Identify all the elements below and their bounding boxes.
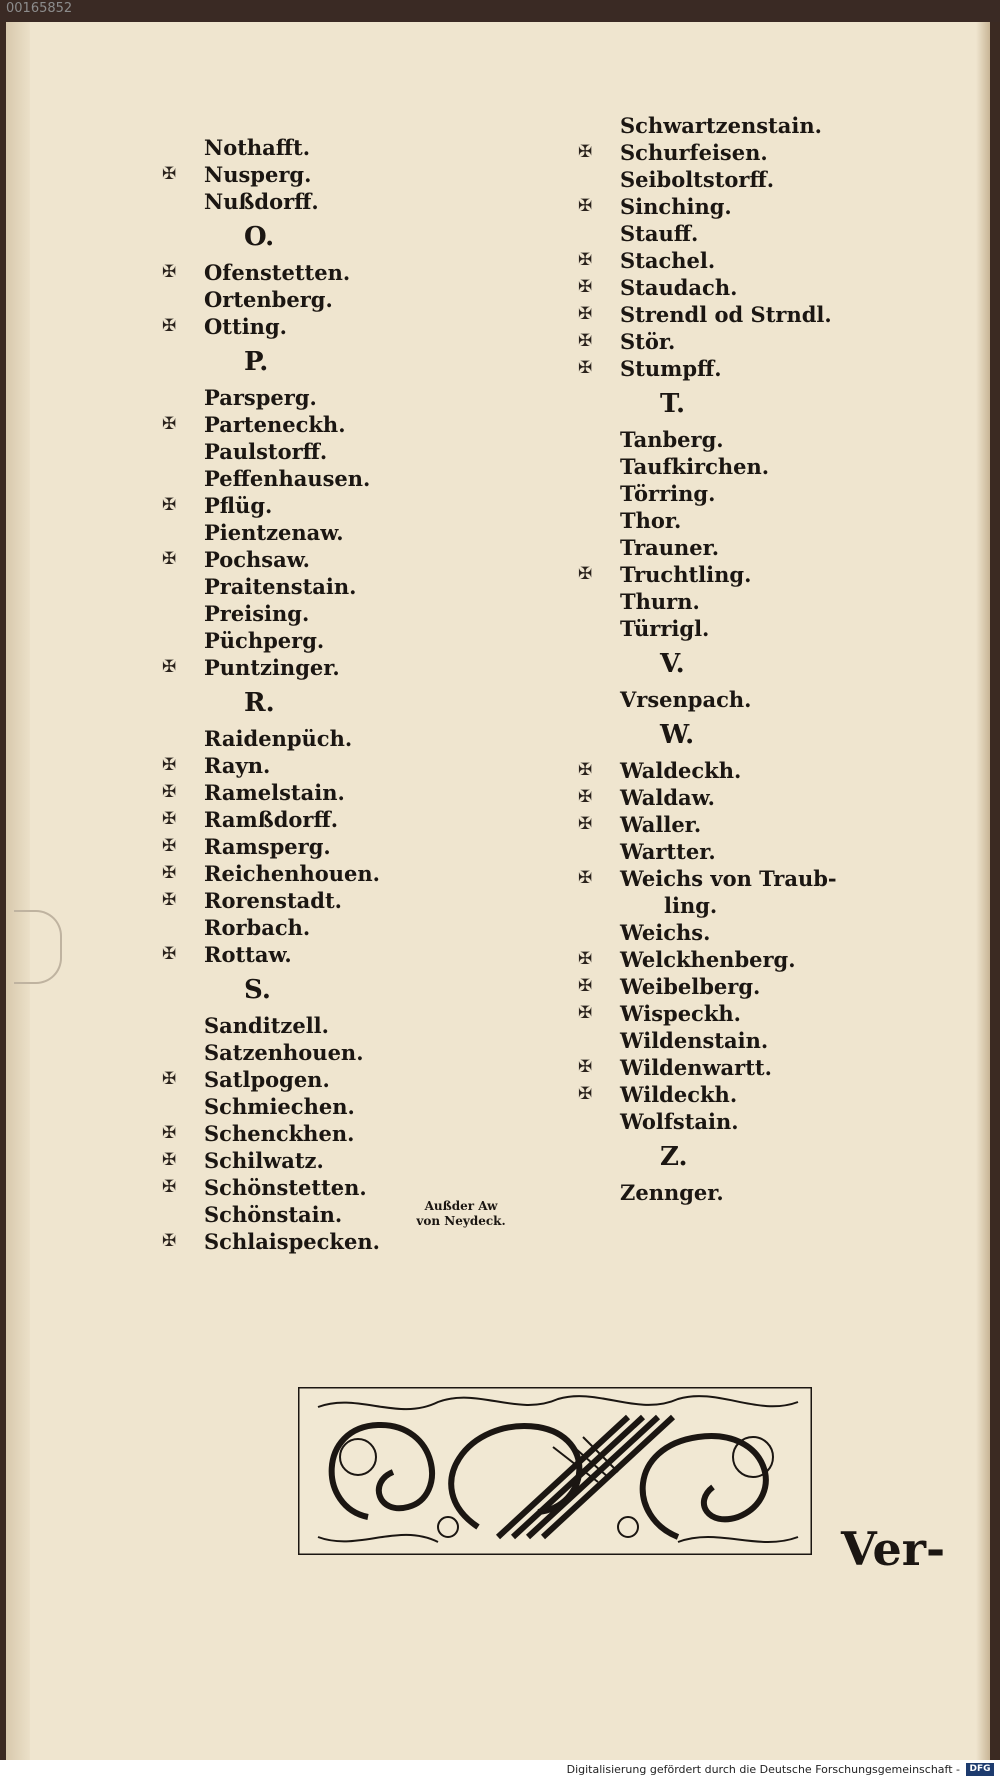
- cross-mark-icon: ✠: [162, 164, 177, 184]
- right-name-text: Waldaw.: [620, 785, 715, 810]
- left-name-text: Schönstain.: [204, 1202, 343, 1227]
- right-name-text: Stachel.: [620, 248, 716, 273]
- right-name-entry: [578, 946, 837, 973]
- right-name-entry: [620, 426, 837, 453]
- right-name-text: Stör.: [620, 329, 676, 354]
- cross-mark-icon: ✠: [162, 890, 177, 910]
- left-name-text: Rorbach.: [204, 915, 311, 940]
- left-name-text: Rayn.: [204, 753, 271, 778]
- right-name-entry: [578, 139, 837, 166]
- right-name-text: Trauner.: [620, 535, 720, 560]
- left-name-entry: [204, 1201, 380, 1228]
- left-name-entry: [162, 779, 380, 806]
- scan-top-strip: [0, 0, 1000, 22]
- right-name-text: Waller.: [620, 812, 702, 837]
- left-name-text: Schlaispecken.: [204, 1229, 380, 1254]
- right-name-text: Stumpff.: [620, 356, 722, 381]
- right-section-letter: W.: [660, 720, 695, 750]
- left-name-text: Nußdorff.: [204, 189, 319, 214]
- left-name-text: Pientzenaw.: [204, 520, 344, 545]
- right-name-text: Türrigl.: [620, 616, 710, 641]
- left-name-text: Otting.: [204, 314, 287, 339]
- cross-mark-icon: ✠: [162, 836, 177, 856]
- right-name-entry: [620, 615, 837, 642]
- left-name-text: Schmiechen.: [204, 1094, 355, 1119]
- right-name-text: Vrsenpach.: [620, 687, 752, 712]
- cross-mark-icon: ✠: [162, 657, 177, 677]
- left-name-text: Schenckhen.: [204, 1121, 355, 1146]
- cross-mark-icon: ✠: [578, 564, 593, 584]
- left-name-entry: [162, 752, 380, 779]
- book-page: [6, 22, 990, 1760]
- catchword: Ver-: [841, 1522, 946, 1576]
- right-name-text: Wildenstain.: [620, 1028, 769, 1053]
- left-name-entry: [162, 654, 380, 681]
- right-name-entry: [578, 328, 837, 355]
- left-section-letter: S.: [244, 975, 271, 1005]
- left-name-entry: [204, 1039, 380, 1066]
- left-name-text: Parsperg.: [204, 385, 317, 410]
- cross-mark-icon: ✠: [578, 358, 593, 378]
- right-name-entry: [620, 588, 837, 615]
- left-name-entry: [204, 1012, 380, 1039]
- cross-mark-icon: ✠: [162, 1177, 177, 1197]
- cross-mark-icon: ✠: [578, 142, 593, 162]
- left-name-text: Paulstorff.: [204, 439, 328, 464]
- cross-mark-icon: ✠: [162, 1069, 177, 1089]
- right-name-entry: [578, 193, 837, 220]
- left-name-text: Sanditzell.: [204, 1013, 329, 1038]
- cross-mark-icon: ✠: [162, 495, 177, 515]
- cross-mark-icon: ✠: [578, 760, 593, 780]
- right-name-text: Taufkirchen.: [620, 454, 770, 479]
- left-name-entry: [162, 259, 380, 286]
- left-name-entry: [204, 627, 380, 654]
- left-name-entry: [204, 438, 380, 465]
- left-name-entry: [162, 1174, 380, 1201]
- left-name-entry: [162, 492, 380, 519]
- left-name-text: Schönstetten.: [204, 1175, 367, 1200]
- left-name-entry: [162, 941, 380, 968]
- left-name-entry: [204, 600, 380, 627]
- left-name-text: Ortenberg.: [204, 287, 333, 312]
- right-name-entry: [578, 757, 837, 784]
- right-name-text: Seiboltstorff.: [620, 167, 775, 192]
- left-name-entry: [204, 1093, 380, 1120]
- cross-mark-icon: ✠: [162, 549, 177, 569]
- page-clip-mark: [14, 910, 62, 984]
- left-name-entry: [204, 384, 380, 411]
- right-name-text: Wildenwartt.: [620, 1055, 772, 1080]
- left-name-entry: [162, 1066, 380, 1093]
- left-name-entry: [162, 1147, 380, 1174]
- right-name-text: Wolfstain.: [620, 1109, 739, 1134]
- cross-mark-icon: ✠: [578, 304, 593, 324]
- right-name-entry: [578, 1054, 837, 1081]
- right-name-text: Törring.: [620, 481, 716, 506]
- cross-mark-icon: ✠: [162, 1123, 177, 1143]
- right-name-text: ling.: [664, 893, 718, 918]
- ornament-tailpiece: [298, 1387, 812, 1555]
- left-name-entry: [162, 887, 380, 914]
- right-name-entry: [620, 1108, 837, 1135]
- cross-mark-icon: ✠: [578, 814, 593, 834]
- left-name-entry: [204, 725, 380, 752]
- right-section-letter: T.: [660, 389, 686, 419]
- footer-bar: [0, 1760, 1000, 1780]
- cross-mark-icon: ✠: [578, 1057, 593, 1077]
- left-name-text: Pochsaw.: [204, 547, 310, 572]
- margin-note: [406, 1199, 516, 1229]
- cross-mark-icon: ✠: [162, 262, 177, 282]
- left-name-entry: [162, 860, 380, 887]
- left-name-entry: [204, 519, 380, 546]
- cross-mark-icon: ✠: [162, 809, 177, 829]
- left-name-entry: [204, 914, 380, 941]
- cross-mark-icon: ✠: [162, 863, 177, 883]
- right-column-list: [578, 112, 837, 1206]
- left-name-entry: [162, 806, 380, 833]
- left-name-text: Praitenstain.: [204, 574, 357, 599]
- page-gutter-shadow: [6, 22, 30, 1760]
- left-name-text: Nusperg.: [204, 162, 312, 187]
- cross-mark-icon: ✠: [162, 755, 177, 775]
- right-name-text: Wildeckh.: [620, 1082, 738, 1107]
- left-name-entry: [162, 546, 380, 573]
- scan-id: 00165852: [6, 1, 73, 16]
- left-name-text: Nothafft.: [204, 135, 311, 160]
- left-name-text: Raidenpüch.: [204, 726, 353, 751]
- left-name-text: Peffenhausen.: [204, 466, 371, 491]
- right-name-text: Weibelberg.: [620, 974, 761, 999]
- right-name-text: Thor.: [620, 508, 682, 533]
- left-name-entry: [204, 573, 380, 600]
- cross-mark-icon: ✠: [162, 1231, 177, 1251]
- left-name-entry: [162, 1228, 380, 1255]
- right-name-entry: [578, 301, 837, 328]
- cross-mark-icon: ✠: [578, 277, 593, 297]
- cross-mark-icon: ✠: [578, 787, 593, 807]
- right-section-letter: Z.: [660, 1142, 688, 1172]
- left-name-entry: [204, 188, 380, 215]
- left-column-list: [162, 134, 380, 1255]
- left-name-text: Ramelstain.: [204, 780, 345, 805]
- right-name-entry: [620, 1027, 837, 1054]
- right-name-text: Waldeckh.: [620, 758, 742, 783]
- cross-mark-icon: ✠: [162, 944, 177, 964]
- left-name-text: Püchperg.: [204, 628, 325, 653]
- left-name-entry: [162, 1120, 380, 1147]
- margin-note-line-1: Außder Aw: [424, 1199, 498, 1213]
- left-name-entry: [204, 134, 380, 161]
- right-name-text: Weichs.: [620, 920, 711, 945]
- right-name-entry: [578, 865, 837, 892]
- right-name-entry: [620, 166, 837, 193]
- cross-mark-icon: ✠: [578, 250, 593, 270]
- right-name-entry: [620, 220, 837, 247]
- right-name-entry: [578, 784, 837, 811]
- dfg-logo: DFG: [966, 1763, 994, 1776]
- left-name-entry: [162, 833, 380, 860]
- right-name-entry: [578, 811, 837, 838]
- left-name-entry: [162, 161, 380, 188]
- left-name-text: Pflüg.: [204, 493, 273, 518]
- right-name-entry: [620, 1179, 837, 1206]
- cross-mark-icon: ✠: [578, 196, 593, 216]
- left-name-text: Parteneckh.: [204, 412, 346, 437]
- right-name-entry: [578, 247, 837, 274]
- right-name-text: Schurfeisen.: [620, 140, 768, 165]
- right-name-entry: [620, 686, 837, 713]
- left-name-text: Ofenstetten.: [204, 260, 351, 285]
- right-name-entry: [620, 480, 837, 507]
- footer-credit: Digitalisierung gefördert durch die Deutsche Forschungsgemeinschaft -: [566, 1763, 960, 1776]
- left-name-text: Ramßdorff.: [204, 807, 339, 832]
- left-name-text: Schilwatz.: [204, 1148, 324, 1173]
- right-name-entry: [578, 274, 837, 301]
- right-name-entry: [578, 1000, 837, 1027]
- right-name-text: Strendl od Strndl.: [620, 302, 832, 327]
- right-name-text: Stauff.: [620, 221, 699, 246]
- cross-mark-icon: ✠: [578, 949, 593, 969]
- left-name-text: Preising.: [204, 601, 310, 626]
- cross-mark-icon: ✠: [162, 1150, 177, 1170]
- right-name-entry: [620, 507, 837, 534]
- left-name-text: Satzenhouen.: [204, 1040, 364, 1065]
- right-name-text: Staudach.: [620, 275, 738, 300]
- right-section-letter: V.: [660, 649, 685, 679]
- right-name-text: Truchtling.: [620, 562, 752, 587]
- left-name-text: Reichenhouen.: [204, 861, 380, 886]
- cross-mark-icon: ✠: [162, 782, 177, 802]
- left-name-entry: [162, 411, 380, 438]
- right-name-text: Zennger.: [620, 1180, 724, 1205]
- right-name-entry: [620, 534, 837, 561]
- right-name-entry: [578, 1081, 837, 1108]
- left-name-entry: [204, 286, 380, 313]
- left-name-text: Puntzinger.: [204, 655, 340, 680]
- right-name-text: Welckhenberg.: [620, 947, 796, 972]
- cross-mark-icon: ✠: [578, 976, 593, 996]
- right-name-entry: [578, 561, 837, 588]
- left-section-letter: P.: [244, 347, 269, 377]
- margin-note-line-2: von Neydeck.: [416, 1214, 506, 1228]
- right-name-entry: [620, 453, 837, 480]
- right-name-text: Weichs von Traub-: [620, 866, 837, 891]
- cross-mark-icon: ✠: [578, 1084, 593, 1104]
- right-name-entry: [578, 355, 837, 382]
- left-name-text: Satlpogen.: [204, 1067, 330, 1092]
- left-name-text: Rottaw.: [204, 942, 292, 967]
- right-name-text: Thurn.: [620, 589, 700, 614]
- right-name-entry: [578, 973, 837, 1000]
- left-name-text: Rorenstadt.: [204, 888, 342, 913]
- right-name-entry: [620, 919, 837, 946]
- right-name-entry: [620, 112, 837, 139]
- left-name-text: Ramsperg.: [204, 834, 331, 859]
- right-name-text: Schwartzenstain.: [620, 113, 822, 138]
- right-name-entry: [620, 892, 837, 919]
- left-name-entry: [162, 313, 380, 340]
- cross-mark-icon: ✠: [578, 868, 593, 888]
- cross-mark-icon: ✠: [578, 1003, 593, 1023]
- right-name-text: Wartter.: [620, 839, 716, 864]
- cross-mark-icon: ✠: [162, 316, 177, 336]
- right-name-text: Tanberg.: [620, 427, 724, 452]
- page-edge-shadow: [976, 22, 990, 1760]
- right-name-text: Sinching.: [620, 194, 732, 219]
- cross-mark-icon: ✠: [162, 414, 177, 434]
- left-section-letter: R.: [244, 688, 275, 718]
- left-name-entry: [204, 465, 380, 492]
- left-section-letter: O.: [244, 222, 275, 252]
- cross-mark-icon: ✠: [578, 331, 593, 351]
- right-name-text: Wispeckh.: [620, 1001, 741, 1026]
- right-name-entry: [620, 838, 837, 865]
